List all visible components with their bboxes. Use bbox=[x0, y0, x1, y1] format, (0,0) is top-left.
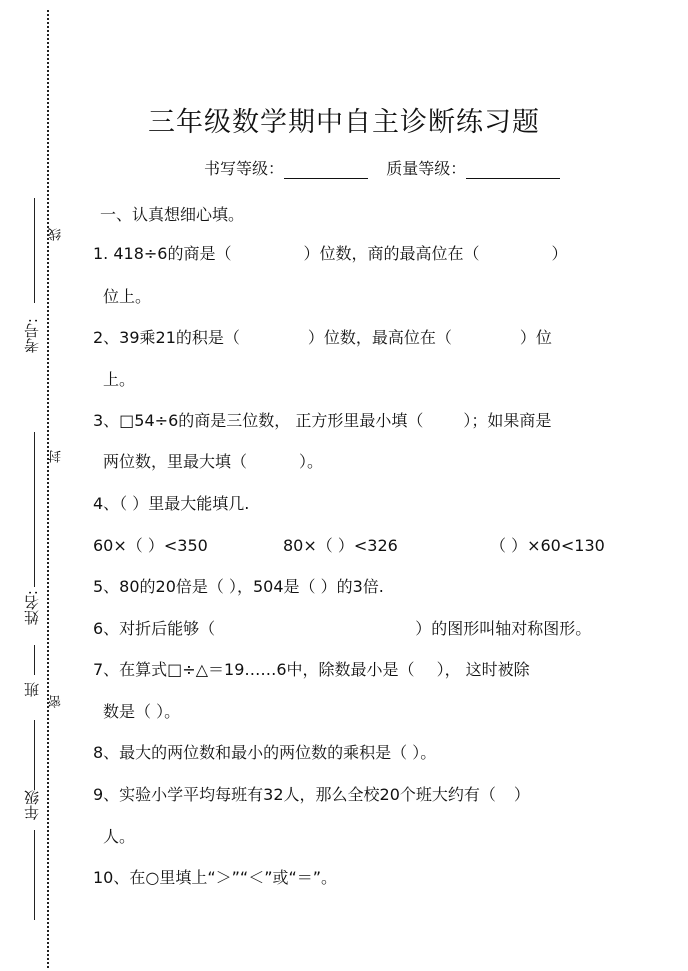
question-2: 2、39乘21的积是（ ）位数，最高位在（ ）位 bbox=[93, 328, 552, 347]
seal-char-seal: 封 bbox=[49, 450, 64, 463]
question-4-expr-1: 60×（ ）<350 bbox=[93, 536, 208, 555]
binding-dotted-line bbox=[47, 10, 49, 968]
question-1-cont: 位上。 bbox=[103, 287, 152, 306]
question-1: 1. 418÷6的商是（ ）位数，商的最高位在（ ） bbox=[93, 244, 568, 263]
grade-line-bottom bbox=[34, 830, 35, 920]
class-line bbox=[34, 645, 35, 675]
question-8: 8、最大的两位数和最小的两位数的乘积是（ ）。 bbox=[93, 743, 437, 762]
question-10: 10、在○里填上“＞”“＜”或“＝”。 bbox=[93, 868, 338, 887]
exam-no-line bbox=[34, 198, 35, 303]
page-title: 三年级数学期中自主诊断练习题 bbox=[148, 107, 540, 138]
question-7: 7、在算式□÷△＝19……6中，除数最小是（ ）， 这时被除 bbox=[93, 660, 530, 679]
seal-char-secret: 密 bbox=[49, 695, 64, 708]
quality-grade-blank[interactable] bbox=[466, 160, 560, 179]
quality-grade-label: 质量等级： bbox=[386, 159, 467, 178]
question-4-expr-2: 80×（ ）<326 bbox=[283, 536, 398, 555]
writing-grade-blank[interactable] bbox=[284, 160, 368, 179]
seal-char-line: 线 bbox=[49, 228, 64, 241]
question-3-cont: 两位数，里最大填（ ）。 bbox=[103, 452, 324, 471]
grade-label: 年级 bbox=[23, 790, 41, 820]
section-heading: 一、认真想细心填。 bbox=[100, 205, 245, 224]
grade-row bbox=[204, 156, 560, 179]
question-2-cont: 上。 bbox=[103, 370, 136, 389]
name-label: 姓名: bbox=[23, 590, 41, 626]
question-4: 4、（ ）里最大能填几. bbox=[93, 494, 250, 513]
question-4-expr-3: （ ）×60<130 bbox=[490, 536, 605, 555]
name-line bbox=[34, 432, 35, 587]
class-label: 班 bbox=[23, 682, 41, 697]
writing-grade-label: 书写等级： bbox=[204, 159, 285, 178]
question-7-cont: 数是（ ）。 bbox=[103, 702, 181, 721]
question-9: 9、实验小学平均每班有32人，那么全校20个班大约有（ ） bbox=[93, 785, 530, 804]
question-5: 5、80的20倍是（ ），504是（ ）的3倍. bbox=[93, 577, 384, 596]
question-3: 3、□54÷6的商是三位数， 正方形里最小填（ ）；如果商是 bbox=[93, 411, 552, 430]
exam-no-label: 考号: bbox=[23, 318, 41, 354]
grade-line-top bbox=[34, 720, 35, 790]
question-6: 6、对折后能够（ ）的图形叫轴对称图形。 bbox=[93, 619, 592, 638]
question-9-cont: 人。 bbox=[103, 827, 136, 846]
